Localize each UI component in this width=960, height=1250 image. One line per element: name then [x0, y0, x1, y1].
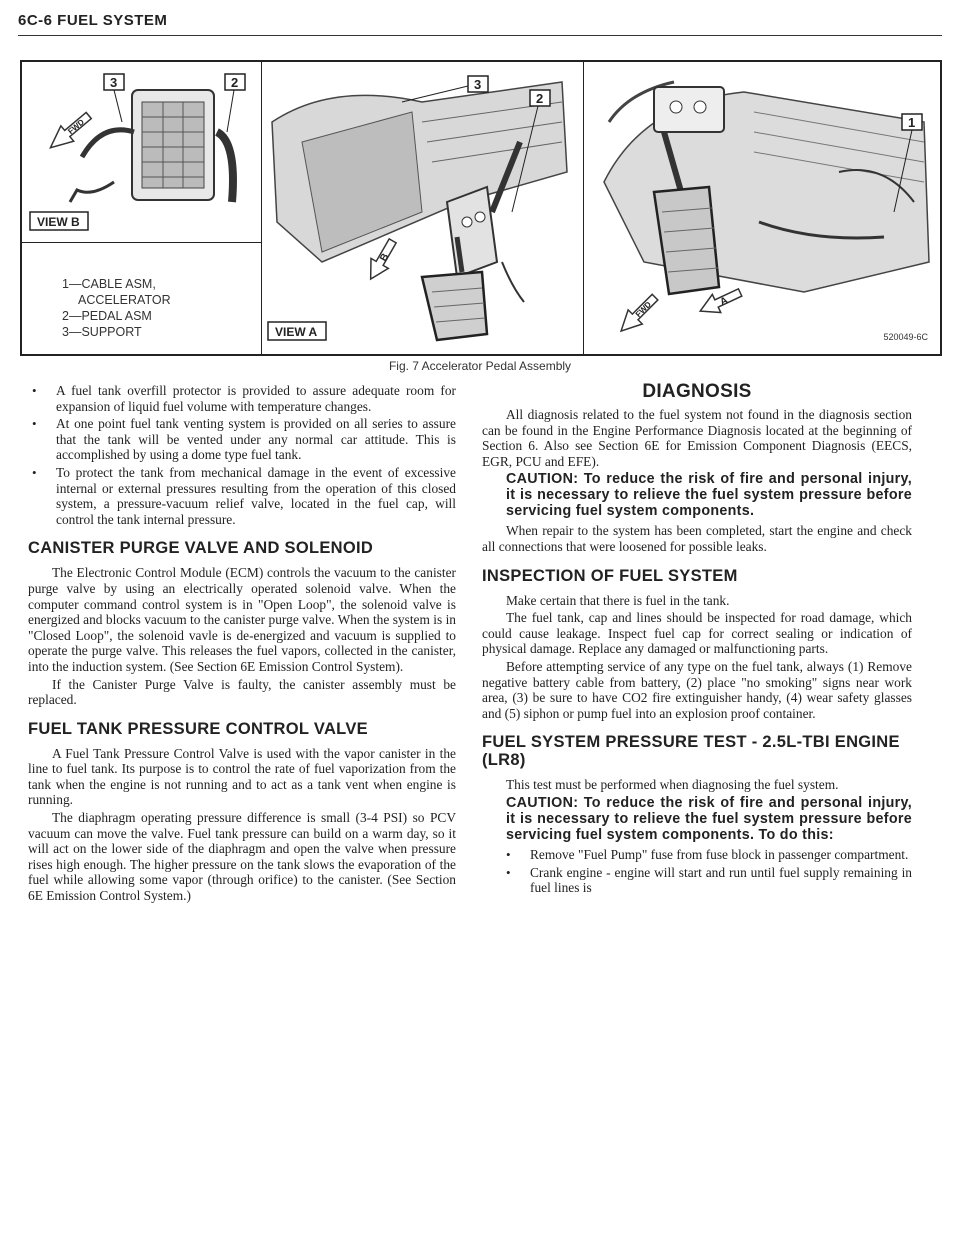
legend-item: 3—SUPPORT: [62, 325, 142, 339]
callout-1: 1: [908, 115, 916, 130]
view-b-label: VIEW B: [37, 215, 80, 229]
view-a-illustration: [262, 62, 584, 354]
figure-legend: [62, 276, 171, 340]
view-a-label: VIEW A: [275, 325, 318, 339]
paragraph: The fuel tank, cap and lines should be inspected for road damage, which could cause leakage. Inspect fuel cap for correct sealing or indication of physical damage. Replace any damaged or malfunctioning parts.: [482, 610, 912, 657]
paragraph: Before attempting service of any type on the fuel tank, always (1) Remove negative battery cable from battery, (2) place "no smoking" signs near work area, (3) be sure to have CO2 fire extinguisher handy, (4) wear safety glasses and (5) siphon or pump fuel into an explosion proof container.: [482, 658, 912, 721]
view-a-arrow-label: A: [718, 295, 730, 309]
section-heading: INSPECTION OF FUEL SYSTEM: [482, 566, 738, 585]
paragraph: Make certain that there is fuel in the tank.: [506, 592, 730, 608]
paragraph: The Electronic Control Module (ECM) controls the vacuum to the canister purge valve by using an electrically operated solenoid valve. When the computer command control system is in "Open Loop", the solenoid valve is energized and blocks vacuum to the canister purge valve. When the system is in "Closed Loop", the solenoid vavle is de-energized and vacuum is supplied to operate the purge valve. This releases the fuel vapors, collected in the canister, into the induction system. (See Section 6E Emission Control System).: [28, 565, 456, 674]
panel-divider: [22, 242, 261, 243]
paragraph: This test must be performed when diagnosing the fuel system.: [506, 777, 839, 793]
figure-panel-view-b: [22, 62, 262, 354]
section-heading: DIAGNOSIS: [642, 381, 752, 402]
view-b-arrow-label: B: [378, 251, 392, 264]
bullet-item: • A fuel tank overfill protector is provided to assure adequate room for expansion of liquid fuel volume with temperature changes.: [28, 383, 456, 414]
page-header: 6C-6 FUEL SYSTEM: [18, 12, 168, 29]
section-heading: CANISTER PURGE VALVE AND SOLENOID: [28, 539, 374, 558]
callout-2: 2: [536, 91, 544, 106]
overview-illustration: [584, 62, 940, 354]
caution-note: CAUTION: To reduce the risk of fire and personal injury, it is necessary to relieve the fuel system pressure before servicing fuel system components.: [506, 471, 912, 520]
step-item: • Crank engine - engine will start and run until fuel supply remaining in fuel lines is: [482, 865, 912, 896]
paragraph: All diagnosis related to the fuel system not found in the diagnosis section can be found in the Engine Performance Diagnosis located at the beginning of Section 6. Also see Section 6E for Emission Component Diagnosis (EECS, EGR, PCU and EFE).: [482, 407, 912, 469]
header-rule: [18, 35, 942, 36]
fwd-arrow-label: FWD: [633, 299, 654, 320]
fwd-arrow-label: FWD: [66, 117, 86, 137]
figure-caption: Fig. 7 Accelerator Pedal Assembly: [388, 359, 572, 373]
legend-item: 1—CABLE ASM,: [62, 277, 156, 291]
section-heading: FUEL SYSTEM PRESSURE TEST - 2.5L-TBI ENGINE (LR8): [482, 733, 900, 770]
figure-panel-view-a: [262, 62, 584, 354]
accelerator-pedal-figure: [20, 60, 942, 356]
right-column: [482, 383, 912, 898]
paragraph: When repair to the system has been completed, start the engine and check all connections that were loosened for possible leaks.: [482, 523, 912, 554]
caution-note: CAUTION: To reduce the risk of fire and personal injury, it is necessary to relieve the fuel system pressure before servicing fuel system components. To do this:: [506, 794, 912, 843]
bullet-item: • To protect the tank from mechanical damage in the event of excessive internal or external pressures resulting from the operation of this closed system, a pressure-vacuum relief valve, located in the fuel cap, will control the tank internal pressure.: [28, 465, 456, 527]
figure-panel-overview: [584, 62, 940, 354]
paragraph: The diaphragm operating pressure difference is small (3-4 PSI) so PCV vacuum can move the valve. Fuel tank pressure can build on a warm day, so it will act on the lower side of the diaphragm and open the valve when pressure rises high enough. The higher pressure on the tank slows the evaporation of the fuel while allowing some vapor (through orifice) to the canister. (See Section 6E Emission Control System.): [28, 810, 456, 904]
callout-2: 2: [231, 75, 239, 90]
legend-item: 2—PEDAL ASM: [62, 309, 152, 323]
paragraph: A Fuel Tank Pressure Control Valve is used with the vapor canister in the line to fuel tank. Its purpose is to control the rate of fuel vaporization from the tank when the engine is not running and to act as a tank vent when engine is running.: [28, 745, 456, 808]
step-item: • Remove "Fuel Pump" fuse from fuse block in passenger compartment.: [482, 847, 912, 863]
legend-item: ACCELERATOR: [78, 293, 171, 307]
left-column: [28, 383, 456, 906]
paragraph: If the Canister Purge Valve is faulty, the canister assembly must be replaced.: [28, 676, 456, 708]
figure-code: 520049-6C: [883, 332, 928, 342]
view-b-illustration: [22, 62, 262, 242]
callout-3: 3: [474, 77, 482, 92]
callout-3: 3: [110, 75, 118, 90]
section-heading: FUEL TANK PRESSURE CONTROL VALVE: [28, 719, 368, 738]
bullet-item: • At one point fuel tank venting system is provided on all series to assure that the tank will be vented under any normal car attitude. This is accomplished by using a dome type fuel tank.: [28, 416, 456, 463]
